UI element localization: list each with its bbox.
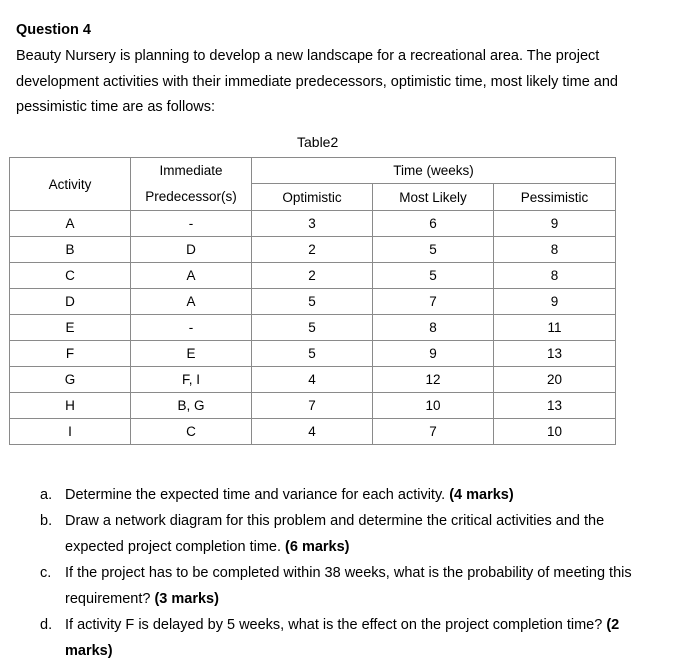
header-most-likely: Most Likely	[373, 184, 494, 211]
question-marks: (3 marks)	[154, 591, 219, 607]
question-marks: (2 marks)	[65, 617, 620, 659]
cell-predecessors: D	[131, 237, 252, 263]
table-header-row	[10, 158, 616, 184]
cell-optimistic: 2	[252, 263, 373, 289]
question-list	[40, 482, 640, 664]
cell-most-likely: 6	[373, 211, 494, 237]
cell-pessimistic: 20	[494, 367, 616, 393]
question-label: a.	[40, 487, 53, 503]
table-row	[10, 211, 616, 237]
cell-pessimistic: 9	[494, 289, 616, 315]
cell-most-likely: 9	[373, 341, 494, 367]
cell-pessimistic: 11	[494, 315, 616, 341]
table-row	[10, 419, 616, 445]
cell-most-likely: 5	[373, 263, 494, 289]
question-marks: (4 marks)	[449, 487, 514, 503]
cell-activity: H	[10, 393, 131, 419]
cell-predecessors: A	[131, 289, 252, 315]
cell-optimistic: 3	[252, 211, 373, 237]
cell-most-likely: 12	[373, 367, 494, 393]
question-text: Draw a network diagram for this problem and determine the critical activities and the expected project completion time.	[65, 513, 605, 555]
cell-activity: D	[10, 289, 131, 315]
cell-pessimistic: 13	[494, 341, 616, 367]
question-label: c.	[40, 565, 52, 581]
cell-optimistic: 2	[252, 237, 373, 263]
header-pessimistic: Pessimistic	[494, 184, 616, 211]
question-item	[40, 560, 640, 612]
cell-pessimistic: 10	[494, 419, 616, 445]
table-row	[10, 393, 616, 419]
cell-pessimistic: 13	[494, 393, 616, 419]
header-immediate: Immediate	[131, 158, 252, 184]
cell-predecessors: -	[131, 211, 252, 237]
question-item	[40, 508, 640, 560]
cell-pessimistic: 9	[494, 211, 616, 237]
cell-activity: I	[10, 419, 131, 445]
cell-most-likely: 8	[373, 315, 494, 341]
table-row	[10, 263, 616, 289]
header-time: Time (weeks)	[252, 158, 616, 184]
activity-table	[9, 157, 616, 445]
table-row	[10, 237, 616, 263]
cell-optimistic: 5	[252, 341, 373, 367]
cell-optimistic: 4	[252, 367, 373, 393]
cell-pessimistic: 8	[494, 263, 616, 289]
header-predecessors: Predecessor(s)	[131, 184, 252, 211]
cell-activity: G	[10, 367, 131, 393]
cell-activity: C	[10, 263, 131, 289]
cell-predecessors: F, I	[131, 367, 252, 393]
question-text: If activity F is delayed by 5 weeks, what is the effect on the project completion time?	[65, 617, 603, 633]
cell-most-likely: 7	[373, 289, 494, 315]
header-activity: Activity	[10, 158, 131, 211]
header-optimistic: Optimistic	[252, 184, 373, 211]
table-row	[10, 367, 616, 393]
cell-activity: E	[10, 315, 131, 341]
question-heading: Question 4	[16, 22, 91, 38]
cell-predecessors: -	[131, 315, 252, 341]
intro-paragraph: Beauty Nursery is planning to develop a new landscape for a recreational area. The project development activities with their immediate predecessors, optimistic time, most likely time and pessimistic time are as follows:	[16, 48, 618, 115]
cell-most-likely: 7	[373, 419, 494, 445]
table-caption: Table2	[297, 134, 339, 150]
cell-optimistic: 7	[252, 393, 373, 419]
cell-optimistic: 4	[252, 419, 373, 445]
question-text: If the project has to be completed within 38 weeks, what is the probability of meeting this requirement?	[65, 565, 632, 607]
question-marks: (6 marks)	[285, 539, 350, 555]
cell-optimistic: 5	[252, 315, 373, 341]
cell-pessimistic: 8	[494, 237, 616, 263]
cell-predecessors: A	[131, 263, 252, 289]
cell-predecessors: B, G	[131, 393, 252, 419]
table-row	[10, 289, 616, 315]
question-label: d.	[40, 617, 53, 633]
question-label: b.	[40, 513, 53, 529]
cell-most-likely: 5	[373, 237, 494, 263]
cell-most-likely: 10	[373, 393, 494, 419]
cell-activity: A	[10, 211, 131, 237]
question-item	[40, 482, 640, 508]
table-row	[10, 315, 616, 341]
table-row	[10, 341, 616, 367]
cell-activity: B	[10, 237, 131, 263]
question-text: Determine the expected time and variance for each activity.	[65, 487, 446, 503]
cell-predecessors: E	[131, 341, 252, 367]
question-item	[40, 612, 640, 664]
cell-activity: F	[10, 341, 131, 367]
cell-predecessors: C	[131, 419, 252, 445]
cell-optimistic: 5	[252, 289, 373, 315]
